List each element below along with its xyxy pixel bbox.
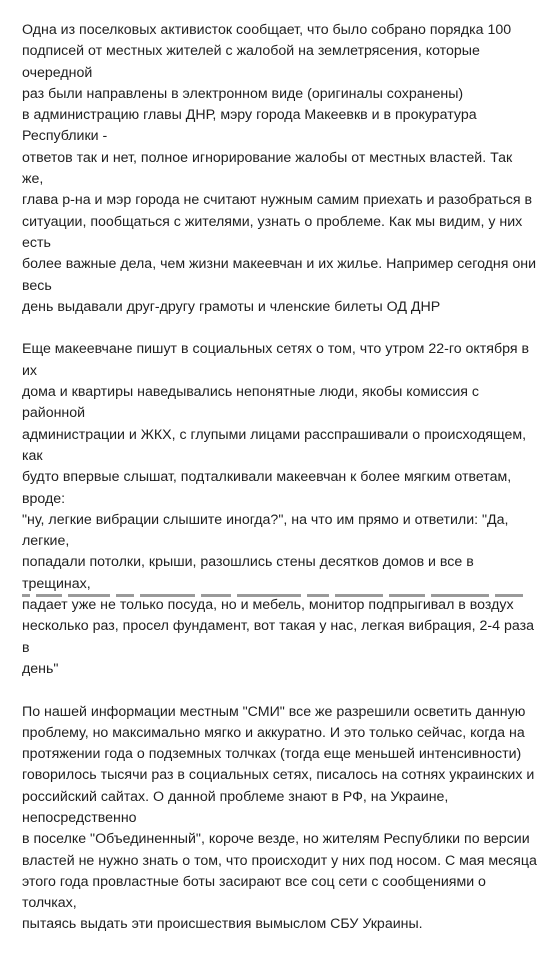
cut-off-glyph (36, 594, 62, 597)
text-line: По нашей информации местным "СМИ" все же разрешили осветить данную (22, 703, 526, 720)
text-line: глава р-на и мэр города не считают нужным самим приехать и разобраться в (22, 192, 533, 209)
text-line: Еще макеевчане пишут в социальных сетях о том, что утром 22-го октября в их (22, 341, 529, 379)
cut-off-glyph (495, 594, 523, 597)
cut-off-next-line (22, 587, 537, 599)
paragraph-visitors (22, 339, 537, 680)
text-line: попадали потолки, крыши, разошлись стены десятков домов и все в трещинах, (22, 554, 474, 592)
text-line: падает уже не только посуда, но и мебель, монитор подпрыгивал в воздух (22, 597, 514, 614)
paragraph-media (22, 702, 537, 936)
cut-off-glyph (389, 594, 425, 597)
article-body (22, 20, 537, 957)
cut-off-glyph (201, 594, 231, 597)
text-line: раз были направлены в электронном виде (оригиналы сохранены) (22, 85, 464, 102)
text-line: в поселке "Объединенный", короче везде, но жителям Республики по версии (22, 831, 530, 848)
text-line: российский сайтах. О данной проблеме знают в РФ, на Украине, непосредственно (22, 788, 449, 826)
text-line: этого года провластные боты засирают все соц сети с сообщениями о толчках, (22, 873, 486, 912)
cut-off-glyph (140, 594, 195, 597)
cut-off-glyph (431, 594, 489, 597)
text-line: администрации и ЖКХ, с глупыми лицами расспрашивали о происходящем, как (22, 426, 527, 464)
text-line: ситуации, пообщаться с жителями, узнать о проблеме. Как мы видим, у них есть (22, 213, 523, 251)
cut-off-glyph (68, 594, 110, 597)
cut-off-glyph (237, 594, 301, 597)
cut-off-glyph (22, 594, 30, 597)
text-line: пытаясь выдать эти происшествия вымыслом СБУ Украины. (22, 916, 423, 933)
text-line: проблему, но максимально мягко и аккуратно. И это только сейчас, когда на (22, 724, 525, 741)
text-line: говорилось тысячи раз в социальных сетях, писалось на сотнях украинских и (22, 767, 535, 784)
text-line: протяжении года о подземных толчках (тогда еще меньшей интенсивности) (22, 746, 522, 763)
text-line: ответов так и нет, полное игнорирование жалобы от местных властей. Так же, (22, 149, 513, 188)
text-line: в администрацию главы ДНР, мэру города Макеевкв и в прокуратура Республики - (22, 107, 477, 145)
text-line: дома и квартиры наведывались непонятные люди, якобы комиссия с районной (22, 384, 480, 422)
text-line: более важные дела, чем жизни макеевчан и их жилье. Например сегодня они весь (22, 256, 537, 294)
text-line: день выдавали друг-другу грамоты и членские билеты ОД ДНР (22, 298, 441, 315)
text-line: подписей от местных жителей с жалобой на землетрясения, которые очередной (22, 43, 480, 81)
text-line: будто впервые слышат, подталкивали макеевчан к более мягким ответам, вроде: (22, 469, 512, 507)
text-line: "ну, легкие вибрации слышите иногда?", на что им прямо и ответили: "Да, легкие, (22, 511, 509, 550)
text-line: день" (22, 660, 59, 677)
text-line: несколько раз, просел фундамент, вот такая у нас, легкая вибрация, 2-4 раза в (22, 618, 534, 656)
cut-off-glyph (307, 594, 329, 597)
text-line: властей не нужно знать о том, что происходит у них под носом. С мая месяца (22, 852, 537, 869)
paragraph-signatures (22, 20, 537, 318)
cut-off-glyph (335, 594, 383, 597)
cut-off-glyph (116, 594, 134, 597)
text-line: Одна из поселковых активисток сообщает, что было собрано порядка 100 (22, 22, 512, 38)
